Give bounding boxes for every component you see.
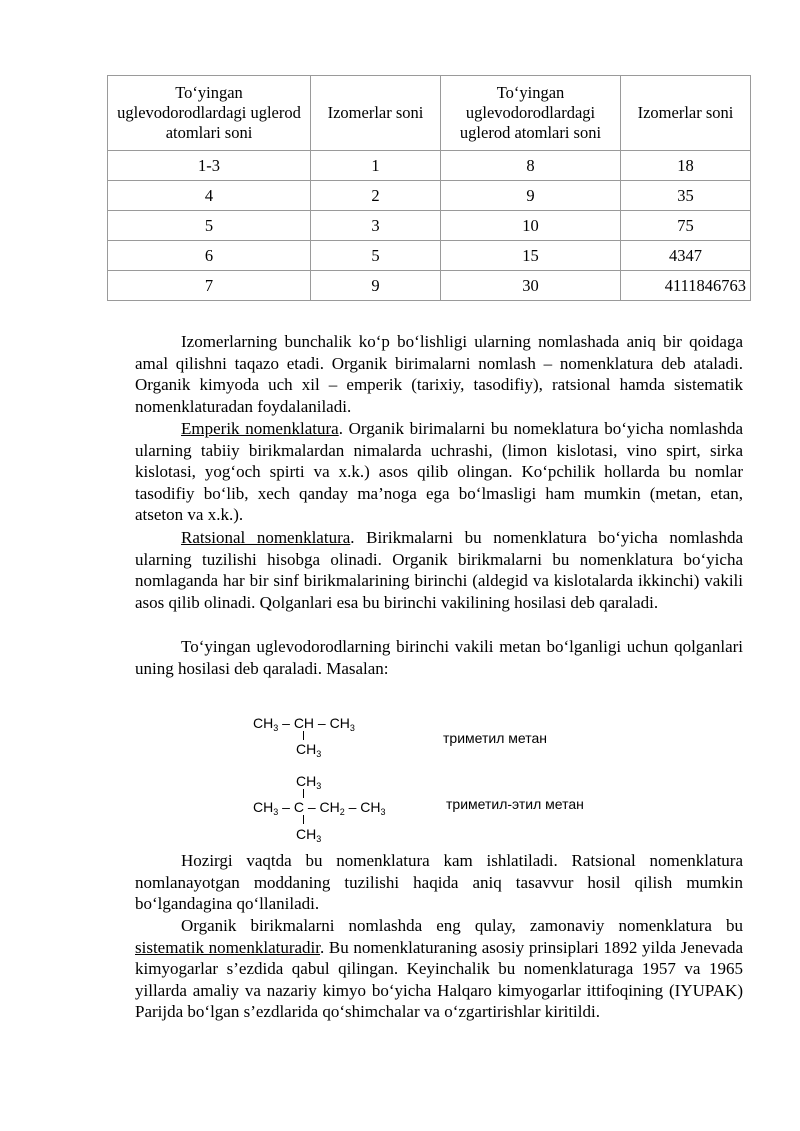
table-cell: 6 bbox=[108, 241, 311, 271]
table-row bbox=[108, 241, 751, 271]
formula-1-name: триметил метан bbox=[443, 730, 547, 746]
paragraph-text: Izomerlarning bunchalik ko‘p bo‘lishligi ularning nomlashada aniq bir qoidaga amal qilishni taqazo etadi. Organik birimalarni nomlash – nomenklatura deb ataladi. Organik kimyoda uch xil – emperik (tarixiy, tasodifiy), ratsional hamda sistematik nomenklaturadan foydalaniladi. bbox=[135, 332, 743, 416]
table-cell: 9 bbox=[311, 271, 441, 301]
table-row bbox=[108, 151, 751, 181]
term-empirical-nomenclature: Emperik nomenklatura bbox=[181, 419, 339, 438]
header-isomer-count: Izomerlar soni bbox=[621, 76, 751, 151]
table-cell: 30 bbox=[441, 271, 621, 301]
paragraph-text: . Bu nomenklaturaning asosiy prinsiplari 1892 yilda Jenevada kimyogarlar s’ezdida qabul qilingan. Keyinchalik bu nomenklaturaga 1957 va 1965 yillarda amaliy va nazariy kimyo bo‘yicha Halqaro kimyogarlar ittifoqining (IYUPAK) Parijda bo‘lgan s’ezdlarida qo‘shimchalar va o‘zgartirishlar kiritildi. bbox=[135, 937, 743, 1022]
table-cell: 9 bbox=[441, 181, 621, 211]
table-cell: 4347 bbox=[621, 241, 751, 271]
formula-2-branch-bottom: $CH_3$ bbox=[296, 826, 322, 844]
formula-1-bond bbox=[303, 731, 304, 740]
paragraph-rational-nomenclature bbox=[135, 527, 743, 613]
term-rational-nomenclature: Ratsional nomenklatura bbox=[181, 528, 351, 547]
header-carbon-atoms: To‘yingan uglevodorodlardagi uglerod atomlari soni bbox=[108, 76, 311, 151]
formula-2-bond-top bbox=[303, 789, 304, 798]
table-cell: 4111846763 bbox=[621, 271, 751, 301]
table-row bbox=[108, 211, 751, 241]
header-carbon-atoms: To‘yingan uglevodorodlardagi uglerod atomlari soni bbox=[441, 76, 621, 151]
paragraph-text: Organik birikmalarni nomlashda eng qulay, zamonaviy nomenklatura bu bbox=[181, 916, 743, 935]
paragraph-text: . Birikmalarni bu nomenklatura bo‘yicha nomlashda ularning tuzilishi hisobga olinadi. Organik birikmalarni bu nomenklatura bo‘yicha nomlaganda har bir sinf birikmalarining birinchi (aldegid va kislotalarda ikkinchi) vakili asos qilib olinadi. Qolganlari esa bu birinchi vakilining hosilasi deb qaraladi. bbox=[135, 528, 743, 612]
formula-2-branch-top: $CH_3$ bbox=[296, 773, 322, 791]
formula-2-name: триметил-этил метан bbox=[446, 796, 584, 812]
table-header-row bbox=[108, 76, 751, 151]
table-cell: 4 bbox=[108, 181, 311, 211]
table-row bbox=[108, 271, 751, 301]
isomer-count-table bbox=[107, 75, 751, 301]
table-cell: 3 bbox=[311, 211, 441, 241]
paragraph-text: Hozirgi vaqtda bu nomenklatura kam ishlatiladi. Ratsional nomenklatura nomlanayotgan moddaning tuzilishi haqida aniq tasavvur hosil qilish mumkin bo‘lgandagina qo‘llaniladi. bbox=[135, 851, 743, 914]
table-cell: 75 bbox=[621, 211, 751, 241]
table-cell: 15 bbox=[441, 241, 621, 271]
paragraph-text: . Organik birimalarni bu nomeklatura bo‘yicha nomlashda ularning tabiiy birikmalardan nimalarda uchrashi, (limon kislotasi, vino spirt, sirka kislotasi, yog‘och spirti va x.k.) asos qilib olingan. Ko‘pchilik hollarda bu nomlar tasodifiy bo‘lib, xech qanday ma’noga ega bo‘lmasligi ham mumkin (metan, etan, atseton va x.k.). bbox=[135, 419, 743, 525]
table-cell: 10 bbox=[441, 211, 621, 241]
paragraph-empirical-nomenclature bbox=[135, 418, 743, 526]
table-cell: 1-3 bbox=[108, 151, 311, 181]
table-row bbox=[108, 181, 751, 211]
table-cell: 8 bbox=[441, 151, 621, 181]
table-cell: 2 bbox=[311, 181, 441, 211]
paragraph-methane-derivatives bbox=[135, 636, 743, 679]
formula-2-main-chain: $CH_3$ – C – $CH_2 - CH_3$ bbox=[253, 799, 386, 817]
paragraph-rational-usage bbox=[135, 850, 743, 915]
table-cell: 18 bbox=[621, 151, 751, 181]
table-cell: 5 bbox=[311, 241, 441, 271]
formula-1-main-chain: $CH_3$ – CH – $CH_3$ bbox=[253, 715, 355, 733]
paragraph-text: To‘yingan uglevodorodlarning birinchi vakili metan bo‘lganligi uchun qolganlari uning hosilasi deb qaraladi. Masalan: bbox=[135, 637, 743, 678]
term-systematic-nomenclature: sistematik nomenklaturadir bbox=[135, 937, 320, 957]
table-cell: 5 bbox=[108, 211, 311, 241]
paragraph-systematic-nomenclature bbox=[135, 915, 743, 1023]
formula-2-bond-bottom bbox=[303, 815, 304, 824]
table-cell: 1 bbox=[311, 151, 441, 181]
table-cell: 7 bbox=[108, 271, 311, 301]
formula-1-branch: $CH_3$ bbox=[296, 741, 322, 759]
paragraph-isomer-naming bbox=[135, 331, 743, 417]
header-isomer-count: Izomerlar soni bbox=[311, 76, 441, 151]
table-cell: 35 bbox=[621, 181, 751, 211]
